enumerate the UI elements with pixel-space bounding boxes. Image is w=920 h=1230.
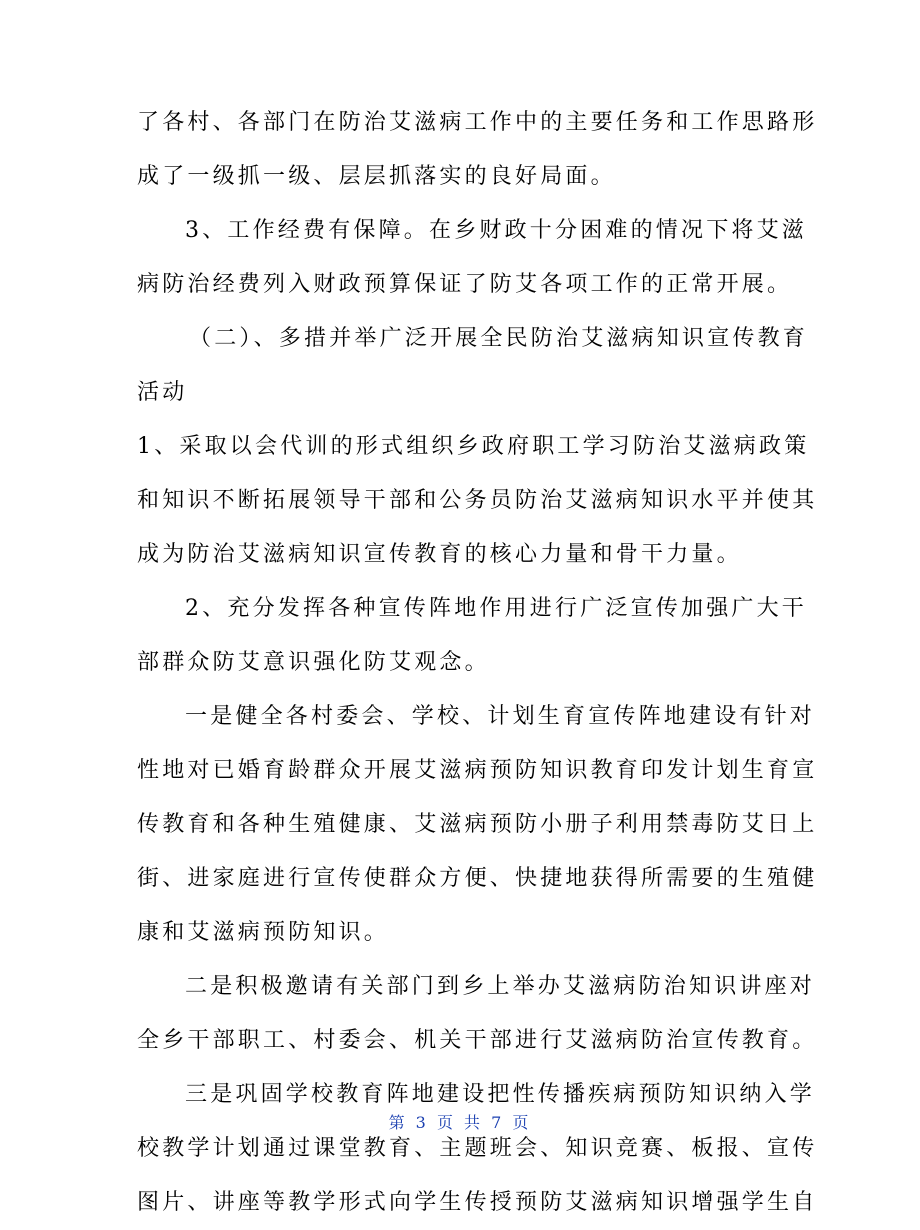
text-line: 街、进家庭进行宣传使群众方便、快捷地获得所需要的生殖健 — [137, 866, 818, 891]
text-line: 2、充分发挥各种宣传阵地作用进行广泛宣传加强广大干 — [185, 596, 807, 621]
text-line: 成为防治艾滋病知识宣传教育的核心力量和骨干力量。 — [137, 542, 742, 567]
page-number-footer: 第 3 页 共 7 页 — [388, 1113, 532, 1132]
text-line: 传教育和各种生殖健康、艾滋病预防小册子利用禁毒防艾日上 — [137, 812, 818, 837]
text-line: 三是巩固学校教育阵地建设把性传播疾病预防知识纳入学 — [185, 1082, 816, 1107]
text-line: 二是积极邀请有关部门到乡上举办艾滋病防治知识讲座对 — [185, 974, 816, 999]
text-line: 性地对已婚育龄群众开展艾滋病预防知识教育印发计划生育宣 — [137, 758, 818, 783]
section-heading-continued: 活动 — [137, 380, 188, 405]
document-body — [137, 96, 818, 1230]
text-line: 图片、讲座等教学形式向学生传授预防艾滋病知识增强学生自 — [137, 1190, 818, 1215]
text-line: 1、采取以会代训的形式组织乡政府职工学习防治艾滋病政策 — [137, 434, 810, 459]
text-line: 3、工作经费有保障。在乡财政十分困难的情况下将艾滋 — [185, 218, 807, 243]
text-line: 成了一级抓一级、层层抓落实的良好局面。 — [137, 164, 616, 189]
text-line: 全乡干部职工、村委会、机关干部进行艾滋病防治宣传教育。 — [137, 1028, 818, 1053]
section-heading: （二）、多措并举广泛开展全民防治艾滋病知识宣传教育 — [189, 326, 809, 351]
text-line: 部群众防艾意识强化防艾观念。 — [137, 650, 490, 675]
text-line: 病防治经费列入财政预算保证了防艾各项工作的正常开展。 — [137, 272, 793, 297]
text-line: 和知识不断拓展领导干部和公务员防治艾滋病知识水平并使其 — [137, 488, 818, 513]
text-line: 校教学计划通过课堂教育、主题班会、知识竞赛、板报、宣传 — [137, 1136, 818, 1161]
text-line: 了各村、各部门在防治艾滋病工作中的主要任务和工作思路形 — [137, 110, 818, 135]
text-line: 康和艾滋病预防知识。 — [137, 920, 390, 945]
text-line: 一是健全各村委会、学校、计划生育宣传阵地建设有针对 — [185, 704, 816, 729]
